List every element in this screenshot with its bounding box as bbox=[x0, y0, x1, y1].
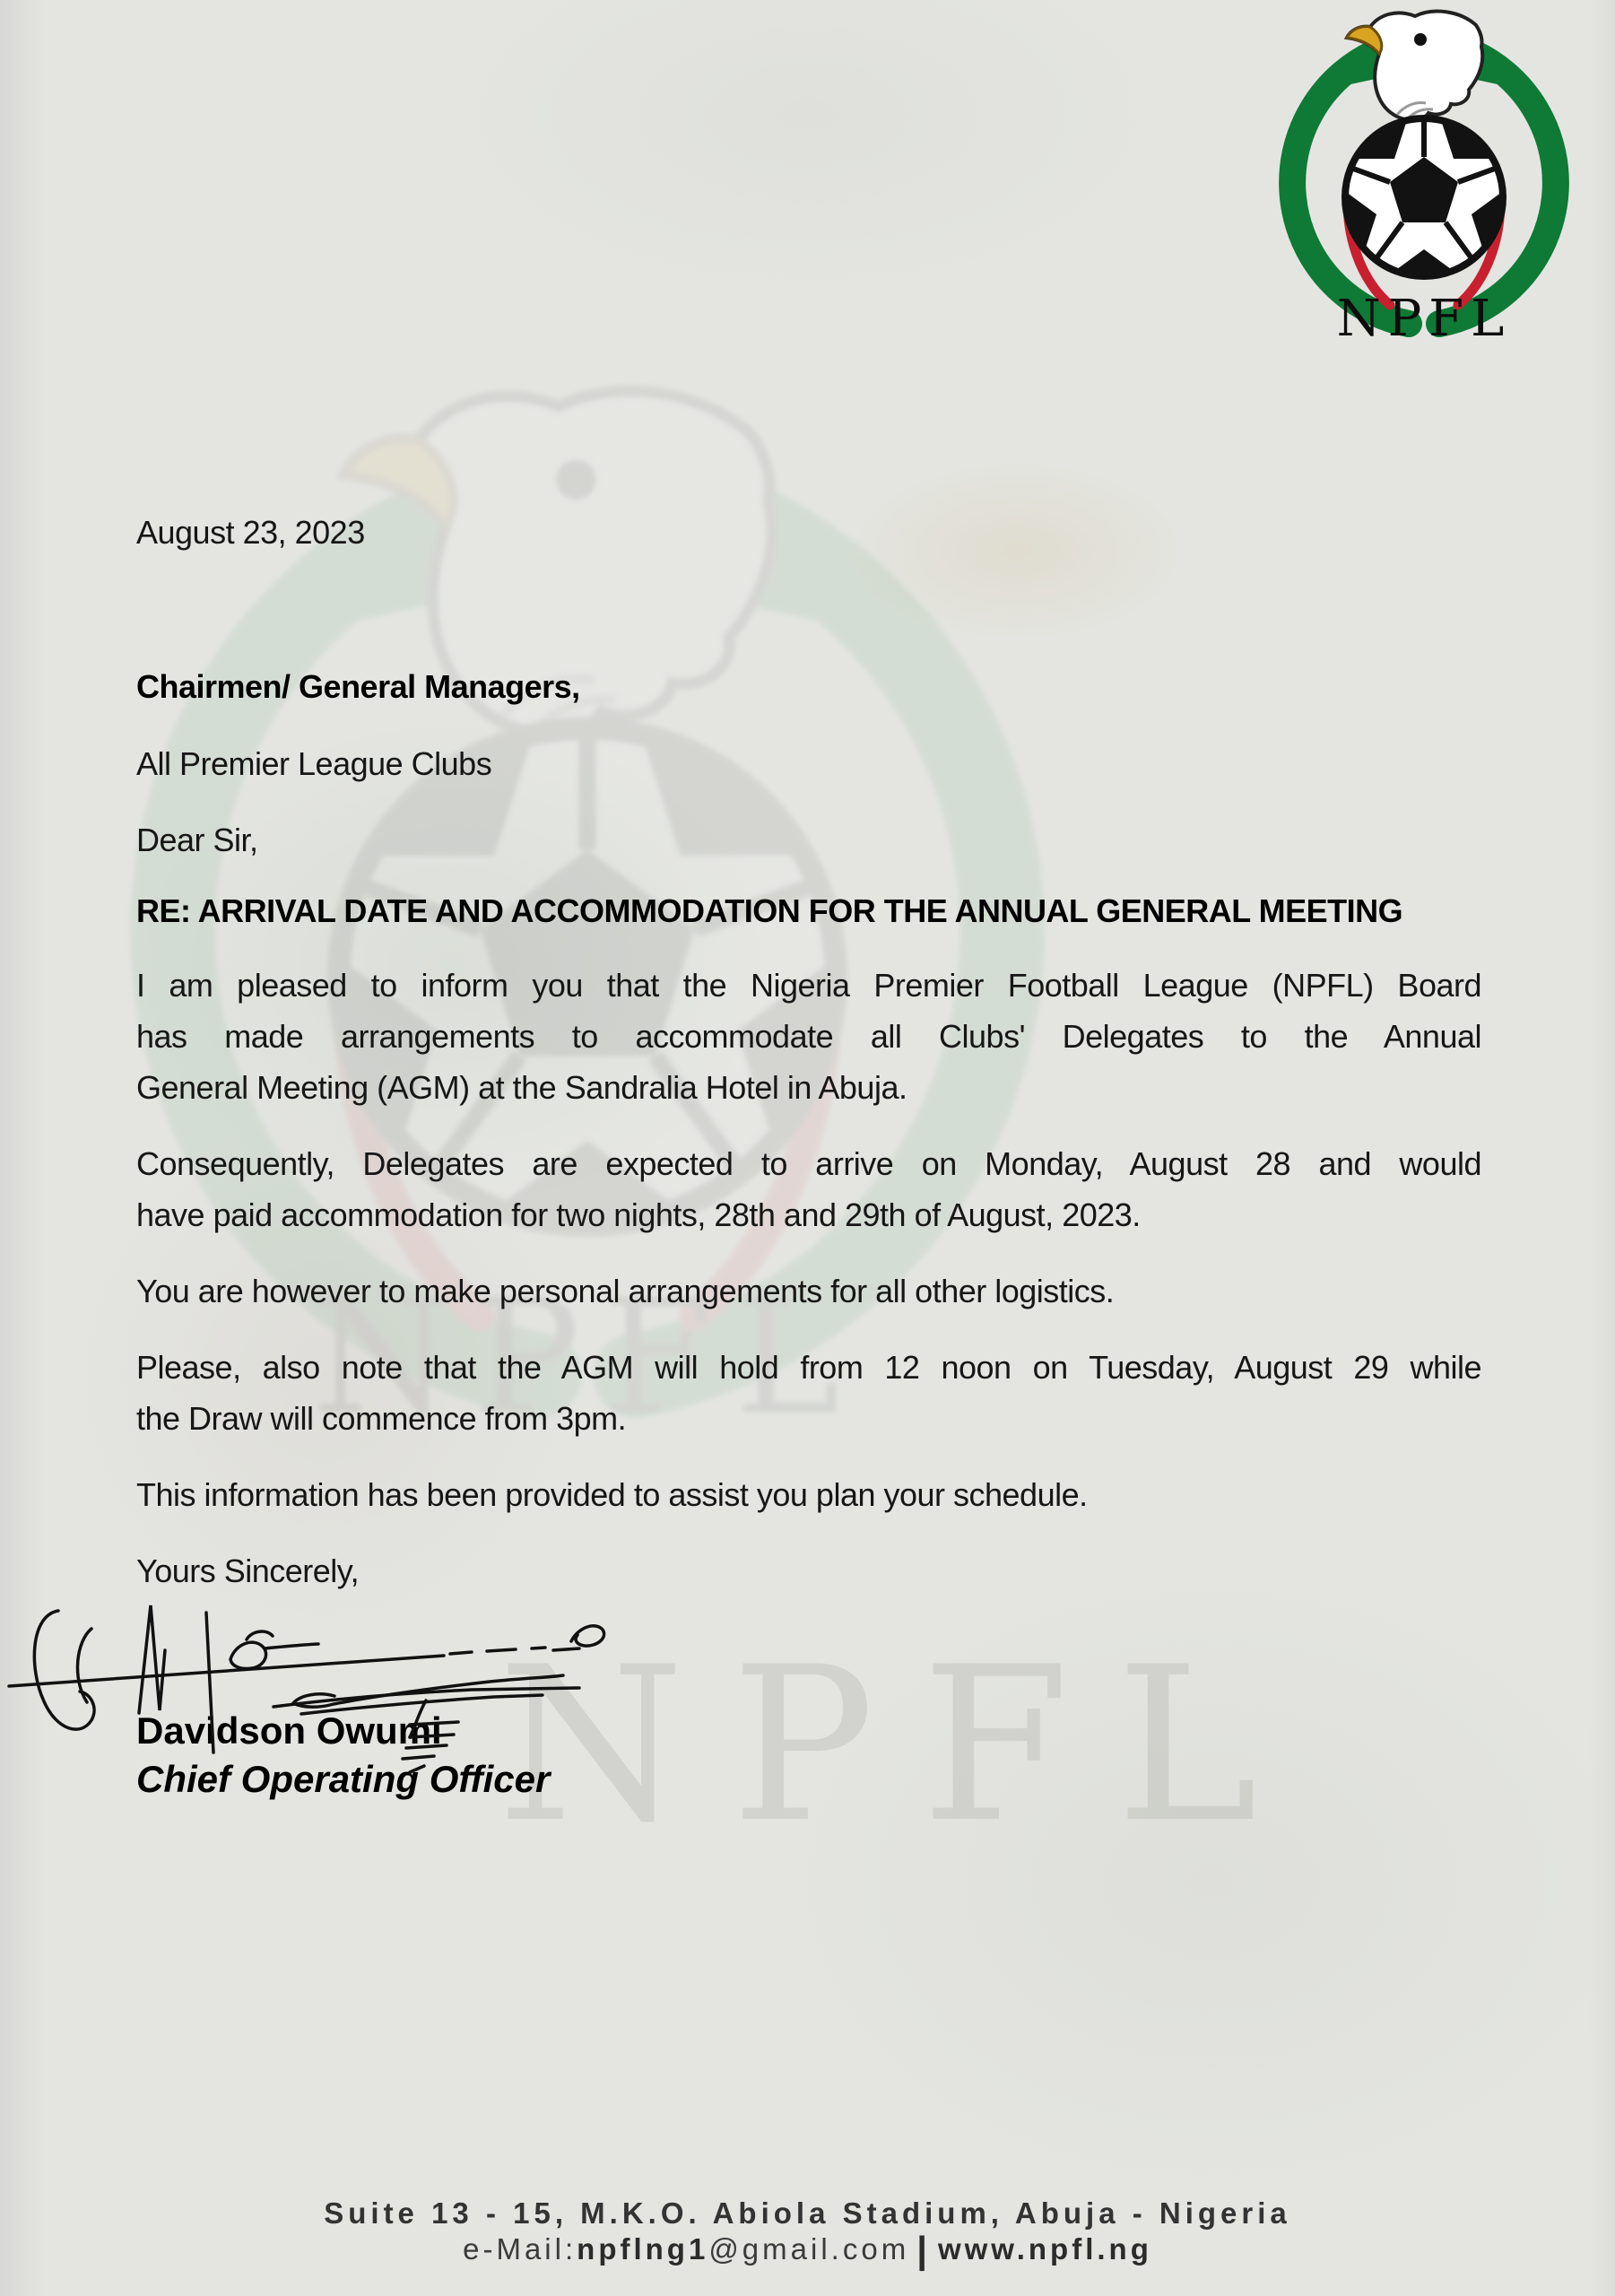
email-label: e-Mail: bbox=[463, 2232, 577, 2266]
recipient-line-1: Chairmen/ General Managers, bbox=[136, 668, 580, 705]
paragraph-1: I am pleased to inform you that the Nigeria Premier Football League (NPFL) Board has made arrangements to accommodate all Clubs' Delegates to the Annual General Meeting (AGM) at the Sandralia Hotel in Abuja. bbox=[136, 967, 1481, 1106]
npfl-logo bbox=[1245, 7, 1603, 348]
paragraph-5: This information has been provided to assist you plan your schedule. bbox=[136, 1476, 1088, 1513]
signatory-title: Chief Operating Officer bbox=[136, 1758, 551, 1800]
recipient-line-2: All Premier League Clubs bbox=[136, 745, 492, 782]
handwritten-signature bbox=[4, 1595, 632, 1783]
salutation: Dear Sir, bbox=[136, 822, 258, 858]
footer-address: Suite 13 - 15, M.K.O. Abiola Stadium, Abuja - Nigeria bbox=[324, 2196, 1291, 2230]
website-url: www.npfl.ng bbox=[937, 2232, 1152, 2266]
paragraph-2: Consequently, Delegates are expected to arrive on Monday, August 28 and would have paid accommodation for two nights, 28th and 29th of August, 2023. bbox=[136, 1145, 1481, 1233]
footer-separator: | bbox=[916, 2229, 931, 2271]
letter-date: August 23, 2023 bbox=[136, 514, 365, 551]
footer-contacts bbox=[0, 2229, 1615, 2271]
email-user: npflng1 bbox=[577, 2232, 709, 2266]
email-domain: @gmail.com bbox=[708, 2232, 910, 2266]
signatory-name: Davidson Owumi bbox=[136, 1709, 442, 1752]
paragraph-3: You are however to make personal arrangements for all other logistics. bbox=[136, 1273, 1115, 1309]
closing: Yours Sincerely, bbox=[136, 1552, 360, 1589]
subject-line: RE: ARRIVAL DATE AND ACCOMMODATION FOR THE ANNUAL GENERAL MEETING bbox=[136, 892, 1403, 929]
paragraph-4: Please, also note that the AGM will hold from 12 noon on Tuesday, August 29 while the Draw will commence from 3pm. bbox=[136, 1349, 1481, 1437]
letterhead-footer bbox=[0, 2196, 1615, 2271]
npfl-text-watermark: NPFL bbox=[498, 1622, 1305, 1870]
